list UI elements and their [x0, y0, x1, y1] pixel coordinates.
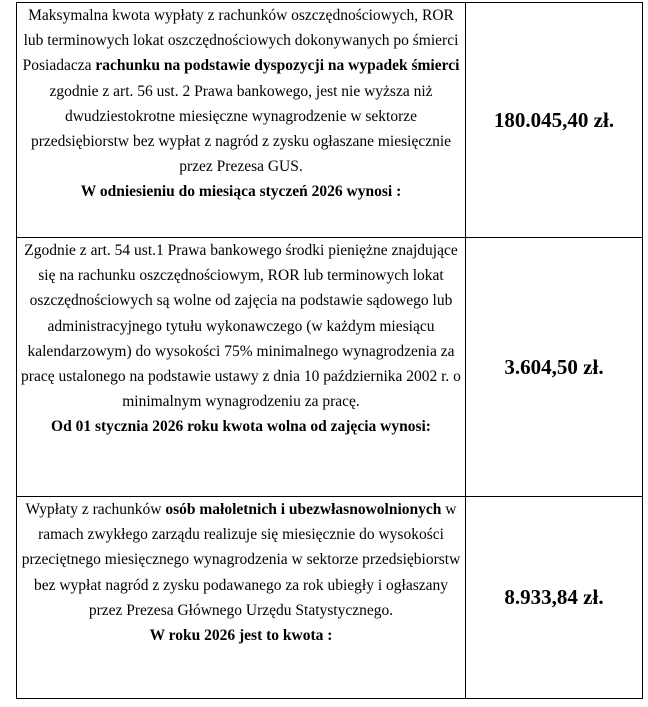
description-text: w ramach zwykłego zarządu realizuje się miesięcznie do wysokości przeciętnego miesięcznego wynagrodzenia w sektorze przedsiębiorstw bez wypłat nagród z zysku podawanego za rok ubiegły i ogłaszany przez Prezesa Głównego Urzędu Statystycznego.: [21, 501, 461, 619]
limits-table: [16, 2, 643, 699]
description-bold-text: rachunku na podstawie dyspozycji na wypadek śmierci: [95, 57, 460, 75]
row-amount: 3.604,50 zł.: [466, 238, 643, 497]
table-row: [17, 3, 643, 238]
row-conclusion: W odniesieniu do miesiąca styczeń 2026 wynosi :: [80, 183, 402, 201]
row-description: [17, 3, 466, 238]
row-description: [17, 238, 466, 497]
description-text: zgodnie z art. 56 ust. 2 Prawa bankowego, jest nie wyższa niż dwudziestokrotne miesięczne wynagrodzenie w sektorze przedsiębiorstw bez wypłat z nagród z zysku ogłaszane miesięcznie przez Prezesa GUS.: [30, 82, 452, 176]
table-row: [17, 238, 643, 497]
description-bold-text: osób małoletnich i ubezwłasnowolnionych: [165, 501, 442, 518]
table-row: [17, 497, 643, 699]
description-text: Wypłaty z rachunków: [25, 501, 166, 518]
description-text: Maksymalna kwota wypłaty z rachunków oszczędnościowych, ROR lub terminowych lokat oszczędnościowych dokonywanych po śmierci Posiadacza: [22, 7, 459, 75]
row-description: [17, 497, 466, 699]
row-conclusion: Od 01 stycznia 2026 roku kwota wolna od zajęcia wynosi:: [51, 418, 431, 436]
row-amount: 180.045,40 zł.: [466, 3, 643, 238]
row-conclusion: W roku 2026 jest to kwota :: [149, 627, 333, 645]
row-amount: 8.933,84 zł.: [466, 497, 643, 699]
description-text: Zgodnie z art. 54 ust.1 Prawa bankowego środki pieniężne znajdujące się na rachunku oszczędnościowym, ROR lub terminowych lokat oszczędnościowych są wolne od zajęcia na podstawie sądowego lub administracyjnego tytułu wykonawczego (w każdym miesiącu kalendarzowym) do wysokości 75% minimalnego wynagrodzenia za pracę ustalonego na podstawie ustawy z dnia 10 października 2002 r. o minimalnym wynagrodzeniu za pracę.: [21, 242, 461, 411]
